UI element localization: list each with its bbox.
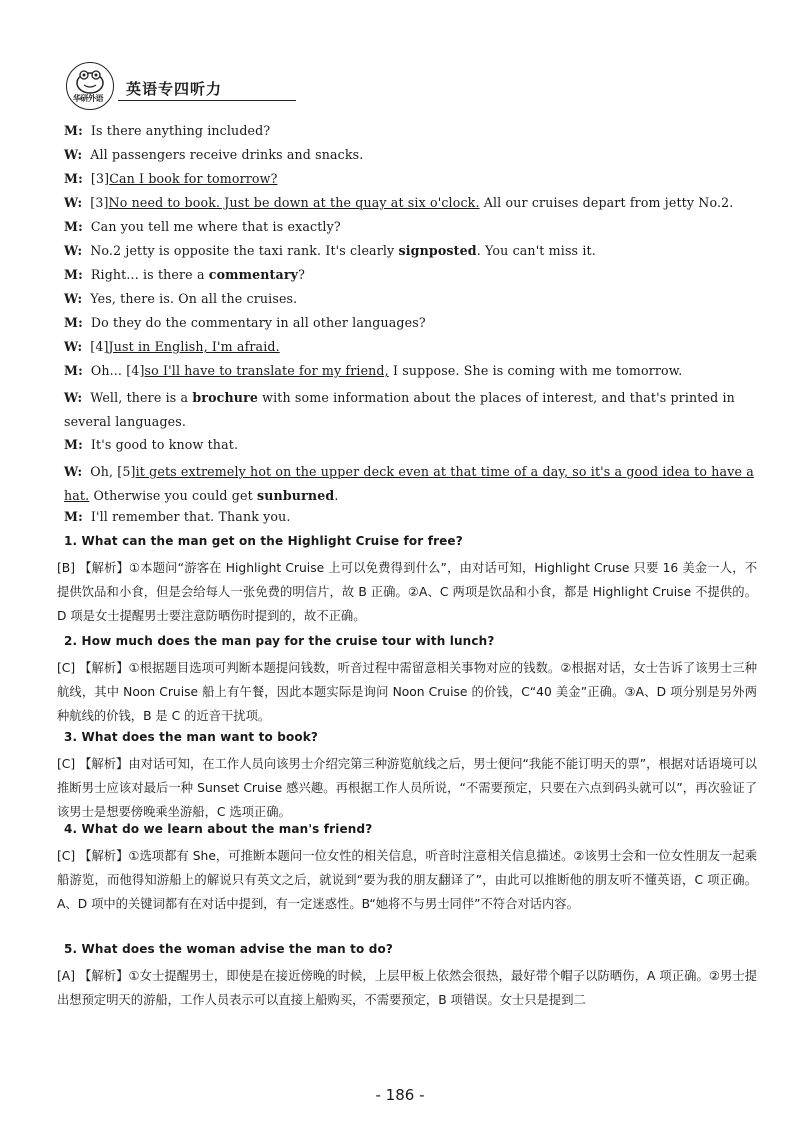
logo-text: 华研外语 [73, 94, 103, 103]
dialogue-line [64, 314, 426, 332]
dialogue-text: No.2 jetty is opposite the taxi rank. It's clearly [90, 243, 399, 258]
dialogue-line [64, 266, 305, 284]
underlined-answer-text: Can I book for tomorrow? [109, 171, 278, 186]
underlined-answer-text: No need to book. Just be down at the quay at six o'clock. [108, 195, 480, 210]
dialogue-text: commentary [208, 267, 299, 282]
answer-explanation: [B] 【解析】①本题问“游客在 Highlight Cruise 上可以免费得到什么”，由对话可知，Highlight Cruse 只要 16 美金一人，不提供饮品和小食，但是会给每人一张免费的明信片，故 B 正确。②A、C 两项是饮品和小食，都是 Highlight Cruise 不提供的。D 项是女士提醒男士要注意防晒伤时提到的，故不正确。 [57, 561, 757, 623]
publisher-logo [66, 62, 114, 110]
question-heading: 5. What does the woman advise the man to do? [64, 942, 393, 956]
speaker-label: M: [64, 267, 83, 282]
dialogue-text: . [334, 488, 339, 503]
book-title: 英语专四听力 [126, 80, 223, 98]
dialogue-text: All passengers receive drinks and snacks. [90, 147, 364, 162]
dialogue-line [64, 218, 341, 236]
dialogue-text: Yes, there is. On all the cruises. [90, 291, 298, 306]
dialogue-text: Can you tell me where that is exactly? [90, 219, 341, 234]
dialogue-line [64, 436, 238, 454]
question-heading: 2. How much does the man pay for the cruise tour with lunch? [64, 634, 495, 648]
dialogue-text: Well, there is a [90, 390, 193, 405]
speaker-label: M: [64, 509, 83, 524]
speaker-label: W: [64, 339, 83, 354]
speaker-label: W: [64, 147, 83, 162]
dialogue-text: sunburned [256, 488, 335, 503]
speaker-label: W: [64, 195, 83, 210]
question-heading: 1. What can the man get on the Highlight Cruise for free? [64, 534, 463, 548]
page-header [66, 62, 266, 108]
dialogue-line [64, 338, 280, 356]
dialogue-line [64, 386, 754, 434]
dialogue-text: It's good to know that. [90, 437, 239, 452]
dialogue-line [64, 362, 682, 380]
dialogue-text: I suppose. She is coming with me tomorrow. [388, 363, 683, 378]
speaker-label: M: [64, 171, 83, 186]
answer-explanation: [A] 【解析】①女士提醒男士，即使是在接近傍晚的时候，上层甲板上依然会很热，最好带个帽子以防晒伤，A 项正确。②男士提出想预定明天的游船，工作人员表示可以直接上船购买，不需要预定，B 项错误。女士只是提到二 [57, 969, 757, 1007]
dialogue-text: Otherwise you could get [89, 488, 257, 503]
answer-explanation: [C] 【解析】由对话可知，在工作人员向该男士介绍完第三种游览航线之后，男士便问“我能不能订明天的票”，根据对话语境可以推断男士应该对最后一种 Sunset Cruise 感兴趣。再根据工作人员所说，“不需要预定，只要在六点到码头就可以”，再次验证了该男士是想要傍晚乘坐游船，C 选项正确。 [57, 757, 757, 819]
dialogue-line [64, 460, 754, 508]
dialogue-text: Oh, [5] [90, 464, 136, 479]
speaker-label: W: [64, 390, 83, 405]
dialogue-text: Oh... [4] [90, 363, 145, 378]
speaker-label: M: [64, 437, 83, 452]
speaker-label: M: [64, 363, 83, 378]
dialogue-text: with some information about the places of interest, and that's printed in several languages. [64, 390, 735, 429]
underlined-answer-text: so I'll have to translate for my friend, [144, 363, 389, 378]
answer-explanation: [C] 【解析】①根据题目选项可判断本题提问钱数，听音过程中需留意相关事物对应的钱数。②根据对话，女士告诉了该男士三种航线，其中 Noon Cruise 船上有午餐，因此本题实际是询问 Noon Cruise 的价钱，C“40 美金”正确。③A、D 项分别是另外两种航线的价钱，B 是 C 的近音干扰项。 [57, 661, 757, 723]
speaker-label: M: [64, 219, 83, 234]
dialogue-line [64, 290, 297, 308]
dialogue-line [64, 146, 363, 164]
speaker-label: M: [64, 123, 83, 138]
question-heading: 3. What does the man want to book? [64, 730, 319, 744]
dialogue-line [64, 194, 733, 212]
dialogue-text: Is there anything included? [90, 123, 271, 138]
dialogue-text: [3] [90, 195, 109, 210]
dialogue-line [64, 508, 291, 526]
page-number: - 186 - [375, 1086, 425, 1104]
dialogue-text: I'll remember that. Thank you. [90, 509, 291, 524]
answer-explanation: [C] 【解析】①选项都有 She，可推断本题问一位女性的相关信息，听音时注意相关信息描述。②该男士会和一位女性朋友一起乘船游览，而他得知游船上的解说只有英文之后，就说到“要为我的朋友翻译了”，由此可以推断他的朋友听不懂英语，C 项正确。A、D 项中的关键词都有在对话中提到，有一定迷惑性。B“她将不与男士同伴”不符合对话内容。 [57, 849, 757, 911]
speaker-label: M: [64, 315, 83, 330]
dialogue-text: ? [298, 267, 305, 282]
dialogue-line [64, 170, 277, 188]
header-rule [118, 100, 296, 101]
question-heading: 4. What do we learn about the man's friend? [64, 822, 373, 836]
speaker-label: W: [64, 464, 83, 479]
dialogue-line [64, 242, 596, 260]
underlined-answer-text: Just in English, I'm afraid. [108, 339, 280, 354]
dialogue-text: [4] [90, 339, 109, 354]
dialogue-text: . You can't miss it. [476, 243, 596, 258]
speaker-label: W: [64, 243, 83, 258]
dialogue-text: brochure [192, 390, 259, 405]
dialogue-text: Right... is there a [90, 267, 209, 282]
dialogue-text: signposted [398, 243, 477, 258]
speaker-label: W: [64, 291, 83, 306]
underlined-answer-text: it gets extremely hot on the upper deck even at that time of a day, so it's a good idea to have a hat. [64, 464, 754, 503]
dialogue-text: All our cruises depart from jetty No.2. [479, 195, 734, 210]
dialogue-text: [3] [90, 171, 110, 186]
dialogue-text: Do they do the commentary in all other languages? [90, 315, 426, 330]
dialogue-line [64, 122, 270, 140]
